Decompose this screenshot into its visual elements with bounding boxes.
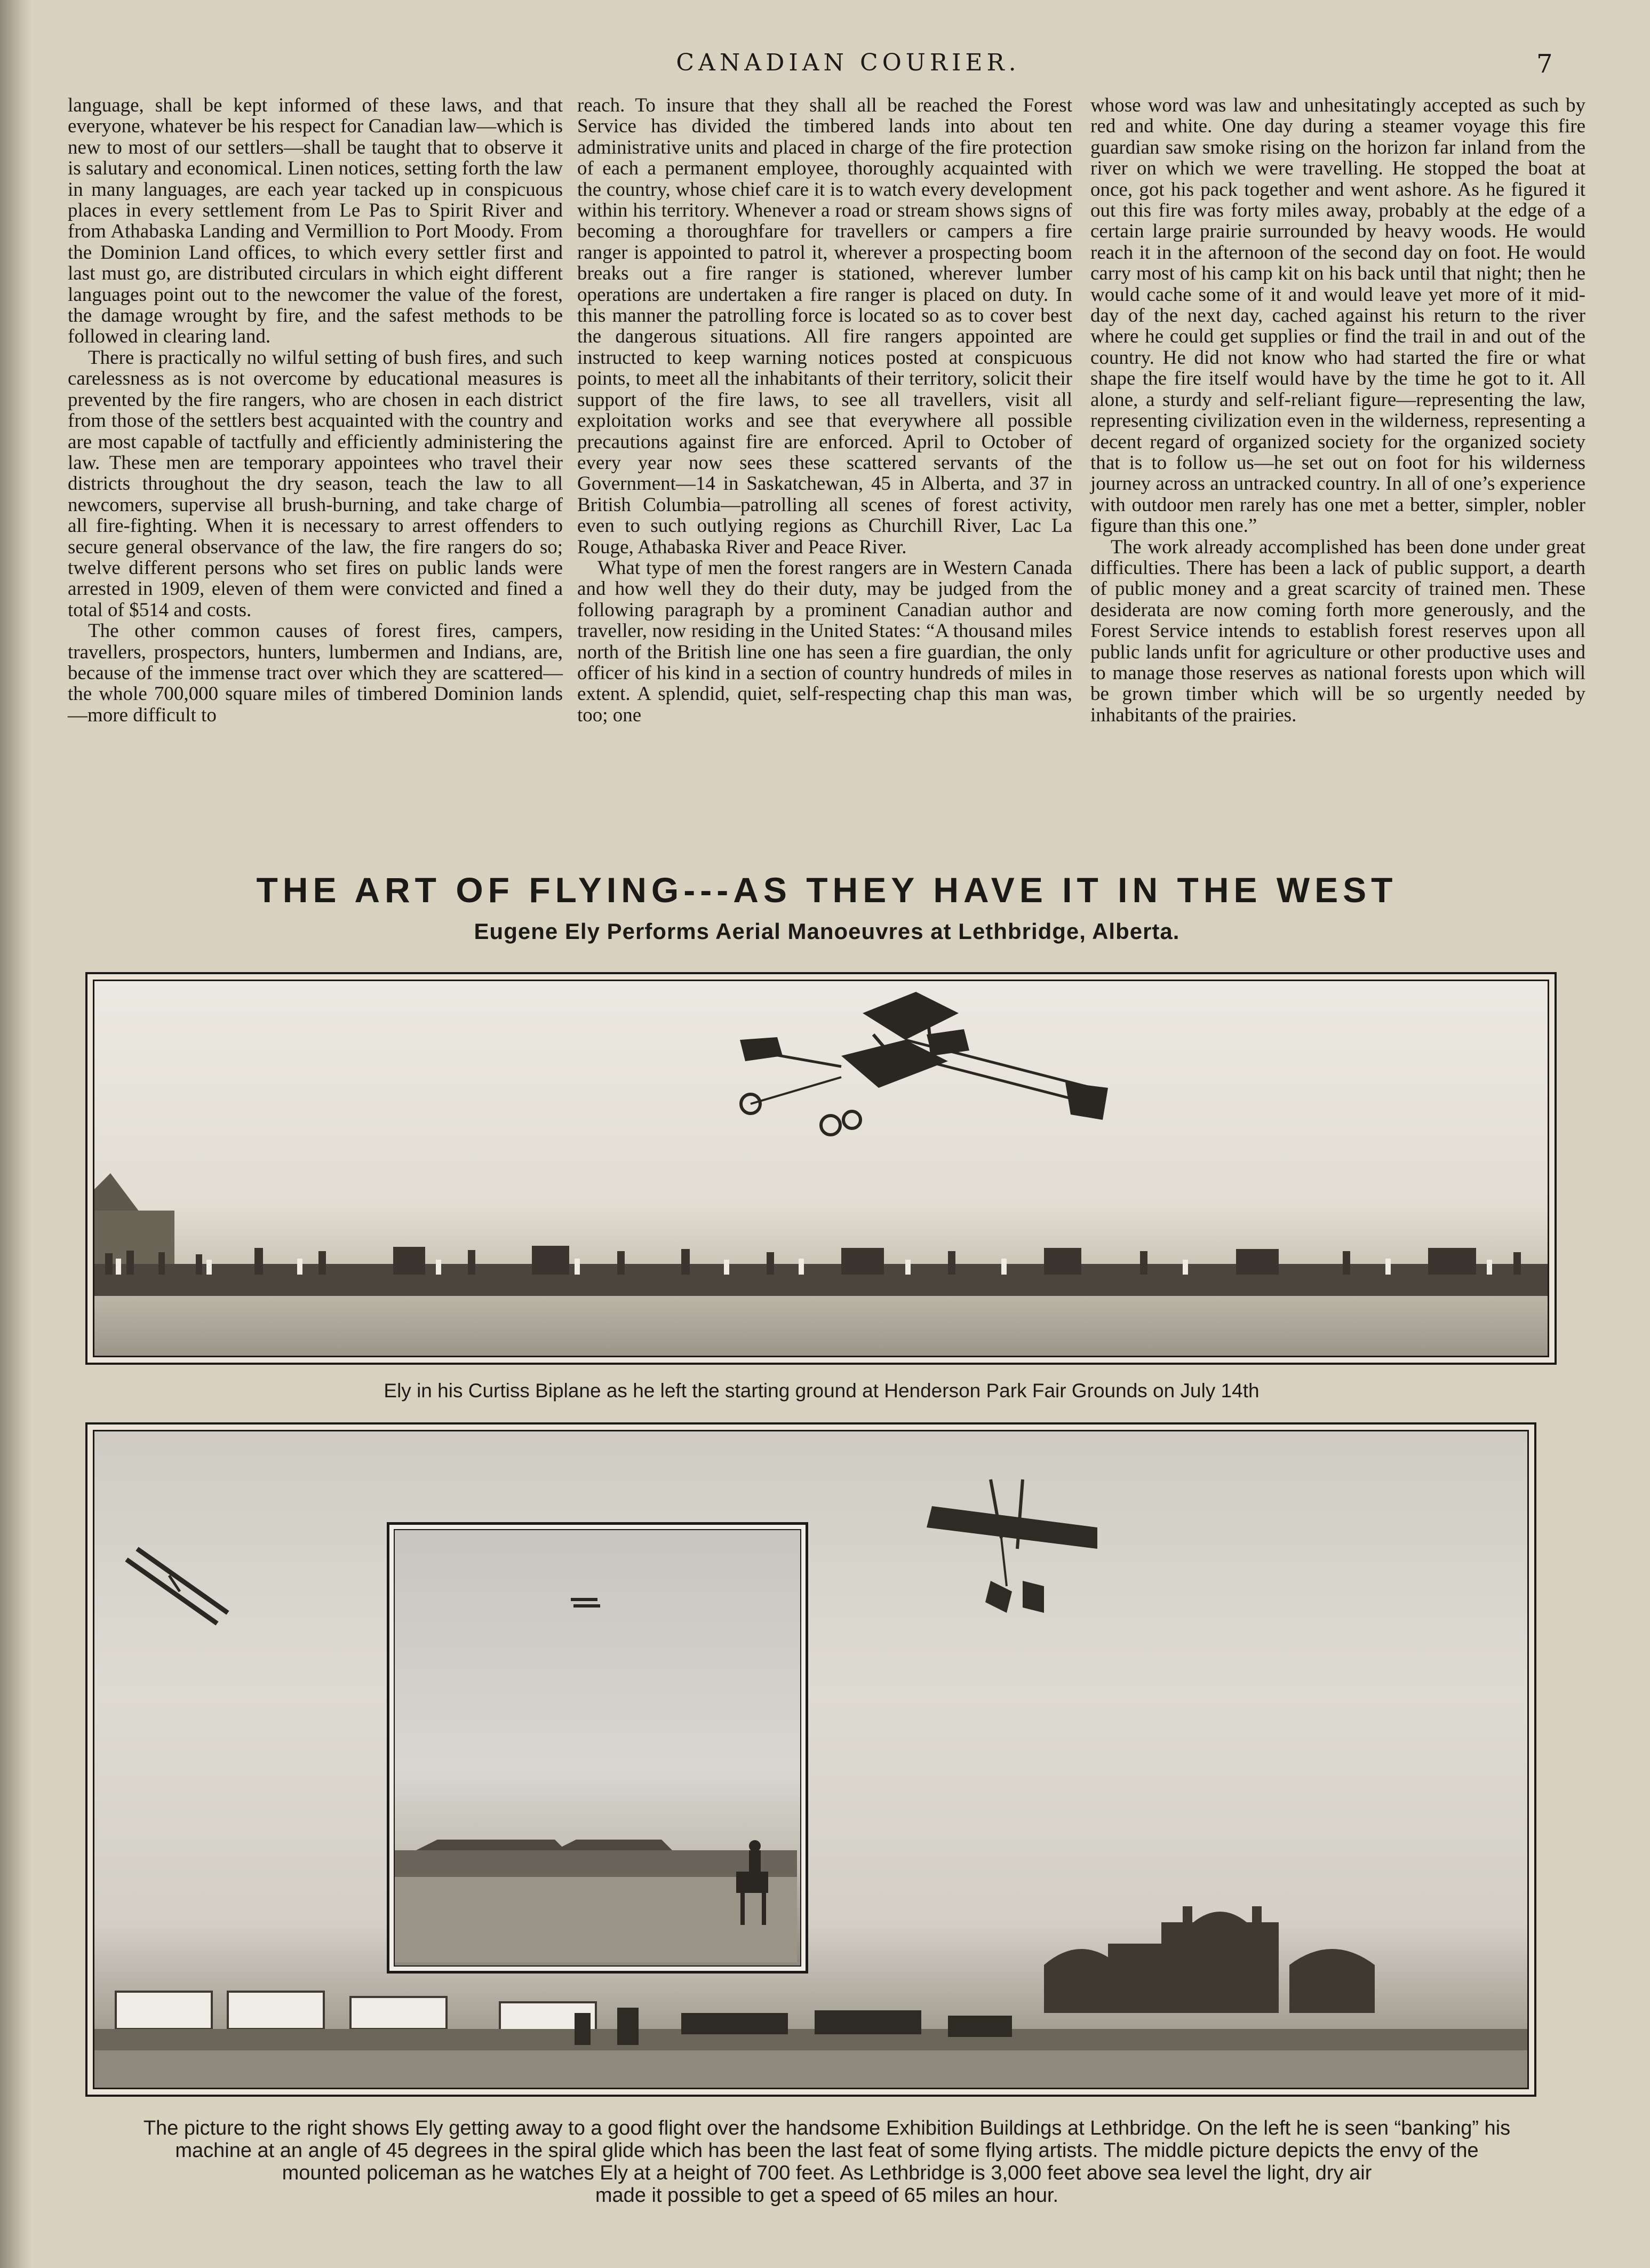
paragraph: language, shall be kept informed of these laws, and that everyone, whatever be his respect for Canadian law—which is new to most of our settlers—shall be taught that to observe it is salutary and economical. Linen notices, setting forth the law in many languages, are each year tacked up in conspicuous places in every settlement from Le Pas to Spirit River and from Athabaska Landing and Vermillion to Port Moody. From the Dominion Land offices, to which every settler first and last must go, are distributed circulars in which eight different languages point out to the newcomer the value of the forest, the damage wrought by fire, and the safest methods to be followed in clearing land.: [68, 94, 563, 348]
caption-line: machine at an angle of 45 degrees in the spiral glide which has been the last feat of some flying artists. The middle picture depicts the envy of the: [175, 2139, 1479, 2162]
paragraph: The other common causes of forest fires, campers, travellers, prospectors, hunters, lumbermen and Indians, are, because of the immense tract over which they are scattered—the whole 700,000 square miles of timbered Dominion lands—more difficult to: [68, 620, 563, 726]
photo-biplane-takeoff-image: [93, 980, 1549, 1357]
inset-photo-image: [394, 1529, 801, 1967]
caption-top-photo: Ely in his Curtiss Biplane as he left the starting ground at Henderson Park Fair Grounds on July 14th: [384, 1380, 1260, 1402]
biplane-shape: [740, 992, 1108, 1135]
caption-bottom-photo: [91, 2117, 1563, 2207]
paragraph: What type of men the forest rangers are in Western Canada and how well they do their duty, may be judged from the following paragraph by a prominent Canadian author and traveller, now residing in the United States: “A thousand miles north of the British line one has seen a fire guardian, the only officer of his kind in a section of country hundreds of miles in extent. A splendid, quiet, self-respecting chap this man was, too; one: [577, 556, 1072, 726]
feature-subheadline: Eugene Ely Performs Aerial Manoeuvres at Lethbridge, Alberta.: [474, 919, 1180, 944]
photo-composite-exhibition: [85, 1422, 1536, 2097]
article-column-2: [577, 95, 1072, 726]
photo-composite-exhibition-image: [93, 1430, 1529, 2089]
page-number: 7: [1536, 49, 1553, 79]
running-head: CANADIAN COURIER.: [676, 49, 1021, 76]
caption-line: The picture to the right shows Ely getting away to a good flight over the handsome Exhibition Buildings at Lethbridge. On the left he is seen “banking” his: [143, 2117, 1511, 2139]
page-gutter-shadow: [0, 0, 32, 2268]
mounted-policeman-illustration: [395, 1530, 797, 1962]
feature-headline: THE ART OF FLYING---AS THEY HAVE IT IN THE WEST: [256, 870, 1398, 910]
caption-line: mounted policeman as he watches Ely at a height of 700 feet. As Lethbridge is 3,000 feet above sea level the light, dry air: [282, 2162, 1372, 2184]
exhibition-grounds-illustration: [94, 1431, 1529, 2089]
paragraph: whose word was law and unhesitatingly accepted as such by red and white. One day during a steamer voyage this fire guardian saw smoke rising on the horizon far inland from the river on which we were travelling. He stopped the boat at once, got his pack together and went ashore. As he figured it out this fire was forty miles away, probably at the edge of a certain large prairie surrounded by heavy woods. He would reach it in the afternoon of the second day on foot. He would carry most of his camp kit on his back until that night; then he would cache some of it and would leave yet more of it mid-day of the next day, cached against his return to the river where he could get supplies or find the trail in and out of the country. He did not know who had started the fire or what shape the fire itself would have by the time he got to it. All alone, a sturdy and self-reliant figure—representing the law, representing civilization even in the wilderness, representing a decent regard of organized society for the organized society that is to follow us—he set out on foot for his wilderness journey across an untracked country. In all of one’s experience with outdoor men rarely has one met a better, simpler, nobler figure than this one.”: [1090, 94, 1585, 537]
banking-biplane-shape: [126, 1549, 228, 1624]
photo-biplane-takeoff: [85, 972, 1557, 1365]
paragraph: The work already accomplished has been done under great difficulties. There has been a lack of public support, a dearth of public money and a great scarcity of trained men. These desiderata are now coming forth more generously, and the Forest Service intends to establish forest reserves upon all public lands unfit for agriculture or other productive uses and to manage those reserves as national forests upon which will be grown timber which will be so urgently needed by inhabitants of the prairies.: [1090, 536, 1585, 726]
biplane-overhead-shape: [927, 1479, 1097, 1613]
article-column-3: [1090, 95, 1585, 726]
article-column-1: [68, 95, 563, 726]
paragraph: There is practically no wilful setting of bush fires, and such carelessness as is not overcome by educational measures is prevented by the fire rangers, who are chosen in each district from those of the settlers best acquainted with the country and are most capable of tactfully and efficiently administering the law. These men are temporary appointees who travel their districts throughout the dry season, teach the law to all newcomers, supervise all brush-burning, and take charge of all fire-fighting. When it is necessary to arrest offenders to secure general observance of the law, the fire rangers do so; twelve different persons who set fires on public lands were arrested in 1909, eleven of them were convicted and fined a total of $514 and costs.: [68, 346, 563, 621]
inset-photo-mounted-policeman: [387, 1522, 808, 1973]
biplane-crowd-illustration: [94, 981, 1549, 1357]
distant-biplane-shape: [571, 1599, 600, 1606]
caption-line: made it possible to get a speed of 65 miles an hour.: [595, 2184, 1059, 2207]
paragraph: reach. To insure that they shall all be reached the Forest Service has divided the timbered lands into about ten administrative units and placed in charge of the fire protection of each a permanent employee, thoroughly acquainted with the country, whose chief care it is to watch every development within his territory. Whenever a road or stream shows signs of becoming a thoroughfare for travellers or campers a fire ranger is appointed to patrol it, wherever a prospecting boom breaks out a fire ranger is stationed, wherever lumber operations are undertaken a fire ranger is placed on duty. In this manner the patrolling force is located so as to cover best the dangerous situations. All fire rangers appointed are instructed to keep warning notices posted at conspicuous points, to meet all the inhabitants of their territory, solicit their support of the fire laws, to see all travellers, visit all exploitation works and see that everywhere all possible precautions against fire are enforced. April to October of every year now sees these scattered servants of the Government—14 in Saskatchewan, 45 in Alberta, and 37 in British Columbia—patrolling all scenes of forest activity, even to such outlying regions as Churchill River, Lac La Rouge, Athabaska River and Peace River.: [577, 94, 1072, 558]
